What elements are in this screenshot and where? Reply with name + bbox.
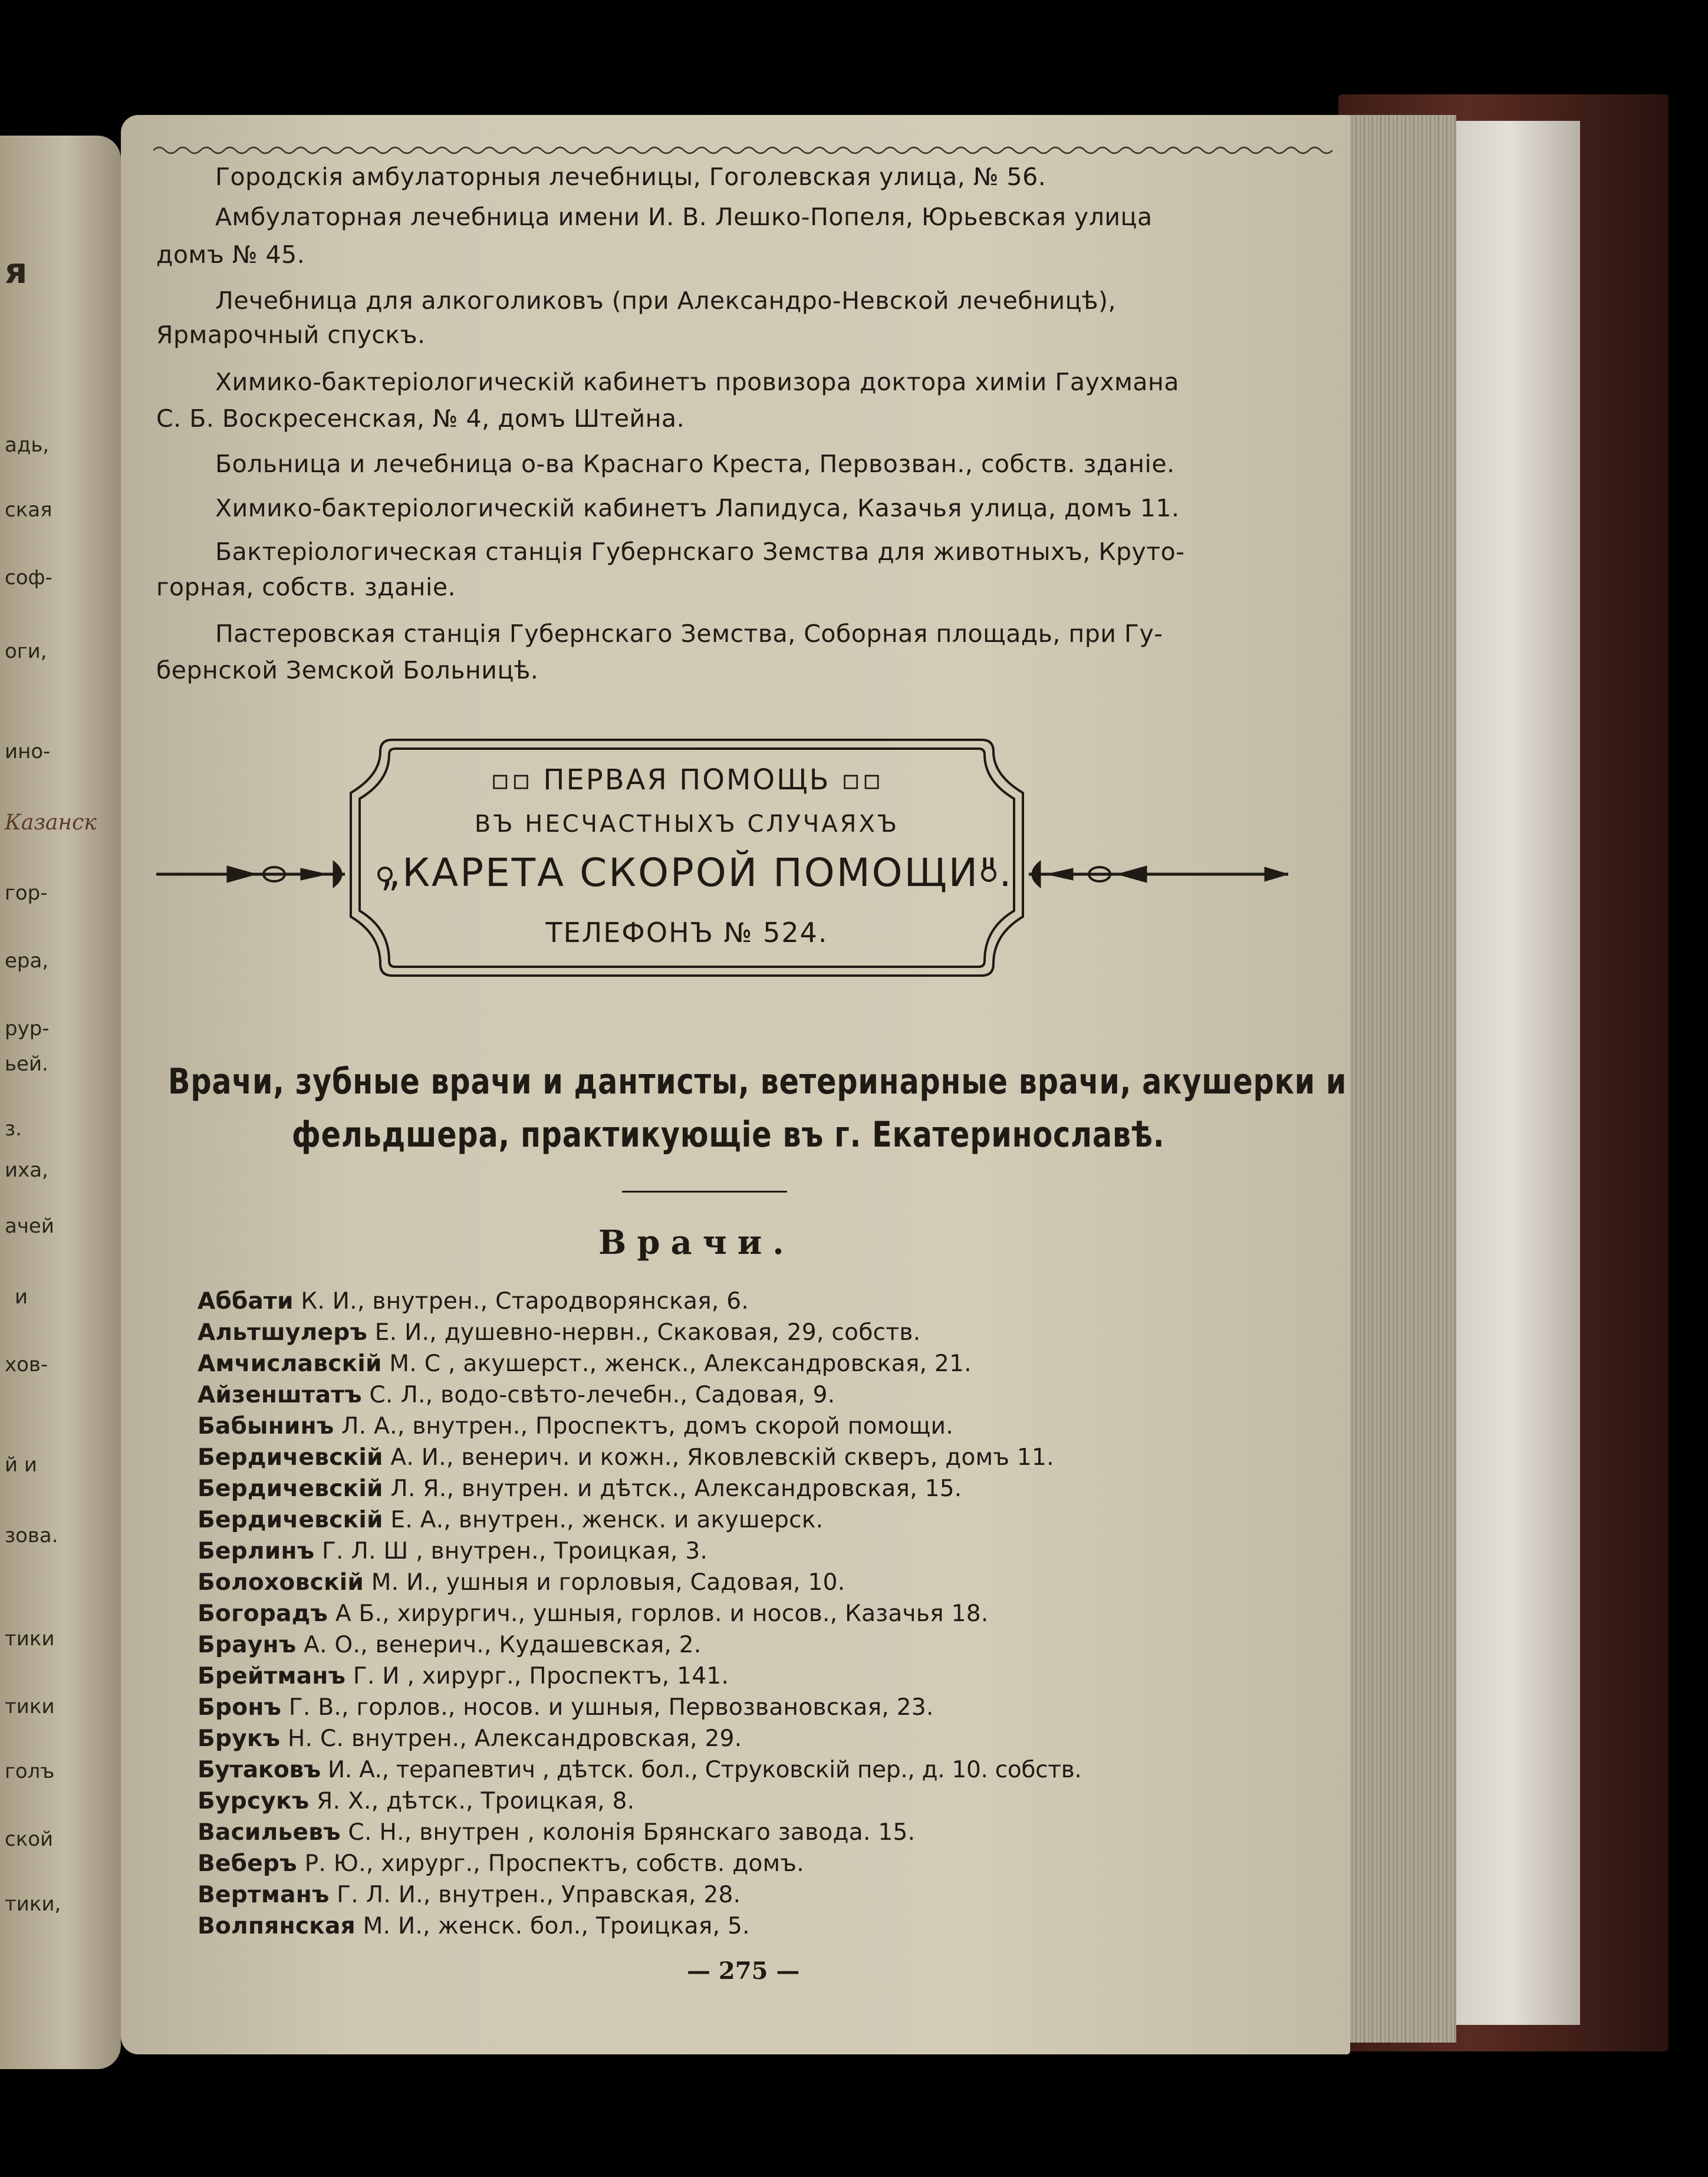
- left-page-fragment: ской: [5, 1827, 54, 1851]
- doctor-entry: Аббати К. И., внутрен., Стародворянская, 6.: [198, 1288, 749, 1315]
- doctor-entry: Бердичевскій А. И., венерич. и кожн., Яковлевскій скверъ, домъ 11.: [198, 1444, 1054, 1471]
- doctor-entry: Бронъ Г. В., горлов., носов. и ушныя, Первозвановская, 23.: [198, 1694, 934, 1721]
- left-page-fragment: з.: [5, 1117, 22, 1141]
- institution-line: С. Б. Воскресенская, № 4, домъ Штейна.: [156, 404, 685, 433]
- left-page-fragment: адь,: [5, 433, 50, 457]
- left-page-fragment: оги,: [5, 640, 47, 663]
- doctor-entry: Бердичевскій Е. А., внутрен., женск. и акушерск.: [198, 1507, 824, 1533]
- left-page-fragment: й и: [5, 1453, 38, 1477]
- institution-line: Лечебница для алкоголиковъ (при Александро-Невской лечебницѣ),: [215, 286, 1117, 315]
- left-page-fragment: я: [5, 251, 28, 292]
- institution-line: Химико-бактеріологическій кабинетъ провизора доктора химіи Гаухмана: [215, 368, 1179, 396]
- institution-line: бернской Земской Больницѣ.: [156, 656, 539, 684]
- left-page-fragment: рур-: [5, 1017, 50, 1040]
- doctor-entry: Айзенштатъ С. Л., водо-свѣто-лечебн., Садовая, 9.: [198, 1382, 835, 1408]
- left-page-fragment: голъ: [5, 1760, 55, 1783]
- institution-line: Химико-бактеріологическій кабинетъ Лапидуса, Казачья улица, домъ 11.: [215, 494, 1180, 522]
- left-page-fragment: зова.: [5, 1524, 58, 1547]
- left-page-fragment: ьей.: [5, 1052, 48, 1076]
- institution-line: Ярмарочный спускъ.: [156, 321, 426, 349]
- left-page-fragment: ская: [5, 498, 52, 522]
- ad-telephone: ТЕЛЕФОНЪ № 524.: [545, 917, 828, 948]
- ad-first-aid-heading: ▫▫ ПЕРВАЯ ПОМОЩЬ ▫▫: [491, 763, 883, 796]
- institution-line: Пастеровская станція Губернскаго Земства, Соборная площадь, при Гу-: [215, 620, 1163, 648]
- institution-line: Бактеріологическая станція Губернскаго Земства для животныхъ, Круто-: [215, 538, 1185, 566]
- doctor-entry: Бурсукъ Я. Х., дѣтск., Троицкая, 8.: [198, 1788, 635, 1814]
- doctor-entry: Бабынинъ Л. А., внутрен., Проспектъ, домъ скорой помощи.: [198, 1413, 954, 1440]
- left-page-fragment: тики,: [5, 1892, 61, 1916]
- left-facing-page: [0, 136, 121, 2069]
- page-number: — 275 —: [687, 1957, 800, 1985]
- separator-rule: [622, 1191, 787, 1193]
- doctor-entry: Васильевъ С. Н., внутрен , колонія Брянскаго завода. 15.: [198, 1819, 916, 1846]
- left-page-fragment: гор-: [5, 881, 48, 905]
- top-wavy-rule: [153, 141, 1332, 159]
- left-page-fragment: хов-: [5, 1353, 48, 1376]
- left-page-fragment: иха,: [5, 1158, 48, 1182]
- left-page-fragment: тики: [5, 1627, 55, 1651]
- institution-line: Амбулаторная лечебница имени И. В. Лешко-Попеля, Юрьевская улица: [215, 203, 1153, 231]
- back-endpaper: [1439, 121, 1580, 2025]
- institution-line: горная, собств. зданіе.: [156, 573, 456, 601]
- doctor-entry: Браунъ А. О., венерич., Кудашевская, 2.: [198, 1632, 702, 1658]
- left-page-fragment: тики: [5, 1695, 55, 1718]
- doctor-entry: Альтшулеръ Е. И., душевно-нервн., Скаковая, 29, собств.: [198, 1319, 921, 1346]
- institution-line: Городскія амбулаторныя лечебницы, Гоголевская улица, № 56.: [215, 163, 1046, 191]
- left-page-fragment: ера,: [5, 949, 49, 973]
- left-page-fragment: ино-: [5, 740, 51, 763]
- page-edges: [1338, 115, 1456, 2043]
- ad-ambulance-title: „КАРЕТА СКОРОЙ ПОМОЩИ".: [380, 850, 1013, 895]
- doctor-entry: Вертманъ Г. Л. И., внутрен., Управская, 28.: [198, 1882, 741, 1908]
- doctor-entry: Амчиславскій М. С , акушерст., женск., Александровская, 21.: [198, 1351, 972, 1377]
- section-heading-line2: фельдшера, практикующіе въ г. Екатеринославѣ.: [292, 1114, 1165, 1155]
- doctor-entry: Брейтманъ Г. И , хирург., Проспектъ, 141.: [198, 1663, 729, 1689]
- main-page: [121, 115, 1350, 2054]
- doctor-entry: Веберъ Р. Ю., хирург., Проспектъ, собств. домъ.: [198, 1850, 804, 1877]
- left-page-fragment: соф-: [5, 566, 52, 589]
- doctor-entry: Брукъ Н. С. внутрен., Александровская, 29.: [198, 1725, 742, 1752]
- left-page-fragment: и: [15, 1285, 28, 1309]
- doctors-title: Врачи.: [598, 1223, 795, 1262]
- left-page-fragment: ачей: [5, 1214, 54, 1238]
- ad-accidents-line: ВЪ НЕСЧАСТНЫХЪ СЛУЧАЯХЪ: [474, 811, 900, 838]
- institution-line: Больница и лечебница о-ва Краснаго Креста, Первозван., собств. зданіе.: [215, 450, 1175, 478]
- doctor-entry: Богорадъ А Б., хирургич., ушныя, горлов. и носов., Казачья 18.: [198, 1600, 989, 1627]
- doctor-entry: Болоховскій М. И., ушныя и горловыя, Садовая, 10.: [198, 1569, 845, 1596]
- handwritten-note: Казанск: [5, 811, 97, 835]
- doctor-entry: Волпянская М. И., женск. бол., Троицкая, 5.: [198, 1913, 750, 1939]
- doctor-entry: Бердичевскій Л. Я., внутрен. и дѣтск., Александровская, 15.: [198, 1476, 962, 1502]
- doctor-entry: Берлинъ Г. Л. Ш , внутрен., Троицкая, 3.: [198, 1538, 708, 1565]
- doctor-entry: Бутаковъ И. А., терапевтич , дѣтск. бол., Струковскій пер., д. 10. собств.: [198, 1757, 1082, 1783]
- section-heading-line1: Врачи, зубные врачи и дантисты, ветеринарные врачи, акушерки и: [168, 1061, 1347, 1102]
- institution-line: домъ № 45.: [156, 241, 305, 269]
